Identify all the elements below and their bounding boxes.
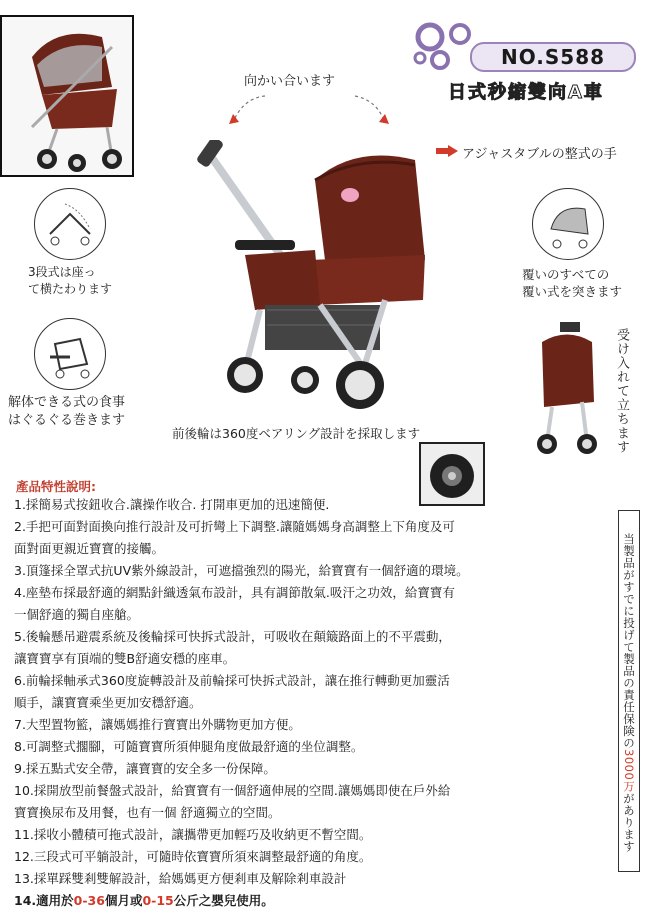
bearing-wheel-caption: 前後輪は360度ベアリング設計を採取します [172, 426, 421, 441]
feature-line: 順手，讓寶寶乘坐更加安穩舒適。 [14, 695, 202, 710]
canopy-icon [533, 189, 603, 259]
feature-line: 2.手把可面對面換向推行設計及可折彎上下調整.讓隨媽媽身高調整上下角度及可 [14, 519, 455, 534]
facing-label: 向かい合います [244, 74, 336, 89]
features-title: 產品特性說明: [16, 479, 96, 494]
recline-circle [34, 188, 106, 260]
stroller-main-image [185, 140, 445, 420]
arrow-right-icon [436, 145, 458, 157]
features-list [14, 494, 604, 912]
canopy-circle [532, 188, 604, 260]
feature-line: 10.採開放型前餐盤式設計，給寶寶有一個舒適伸展的空間.讓媽媽即使在戶外給 [14, 783, 451, 798]
adjustable-handle-label: アジャスタブルの整式の手 [462, 147, 617, 162]
feature-line-age: 14.適用於0-36個月或0-15公斤之嬰兒使用。 [14, 893, 274, 908]
stroller-standing-image [522, 322, 612, 462]
feature-line: 寶寶換尿布及用餐，也有一個 舒適獨立的空間。 [14, 805, 281, 820]
recline-icon [35, 189, 105, 259]
feature-line: 7.大型置物籃，讓媽媽推行寶寶出外購物更加方便。 [14, 717, 301, 732]
feature-line: 讓寶寶享有頂端的雙B舒適安穩的座車。 [14, 651, 236, 666]
stroller-small-image [2, 17, 132, 175]
feature-line: 8.可調整式擱腳，可隨寶寶所須伸腿角度做最舒適的坐位調整。 [14, 739, 364, 754]
canopy-caption: 覆いのすべての 覆い式を突きます [522, 267, 623, 299]
feature-line: 12.三段式可平躺設計，可隨時依寶寶所須來調整最舒適的角度。 [14, 849, 372, 864]
feature-line: 面對面更親近寶寶的接觸。 [14, 541, 165, 556]
feature-line: 3.頂篷採全罩式抗UV紫外線設計，可遮擋強烈的陽光，給寶寶有一個舒適的環境。 [14, 563, 469, 578]
feature-line: 6.前輪採軸承式360度旋轉設計及前輪採可快拆式設計，讓在推行轉動更加靈活 [14, 673, 450, 688]
feature-line: 4.座墊布採最舒適的網點針織透氣布設計，具有調節散氣.吸汗之功效，給寶寶有 [14, 585, 455, 600]
feature-line: 5.後輪懸吊避震系統及後輪採可快拆式設計，可吸收在顛簸路面上的不平震動， [14, 629, 451, 644]
product-title: 日式秒縮雙向A車 [448, 82, 604, 103]
swap-arrows-icon [225, 90, 395, 130]
feature-line: 11.採收小體積可拖式設計，讓攜帶更加輕巧及收納更不暫空間。 [14, 827, 372, 842]
tray-caption: 解体できる式の食事 はぐるぐる巻きます [8, 395, 126, 428]
stroller-thumbnail [0, 15, 134, 177]
feature-line: 13.採單踩雙剎雙解設計，給媽媽更方便剎車及解除剎車設計 [14, 871, 347, 886]
feature-line: 1.採簡易式按鈕收合.讓操作收合. 打開車更加的迅速簡便. [14, 497, 330, 512]
tray-circle [34, 318, 106, 390]
feature-line: 一個舒適的獨自座艙。 [14, 607, 140, 622]
stand-caption: 受け入れて立ちます [614, 328, 629, 454]
recline-caption: 3段式は座っ て横たわります [28, 265, 113, 296]
liability-insurance-note: 当製品がすでに投げて製品の責任保険の3000万があります [618, 510, 640, 872]
model-number: NO.S588 [470, 42, 636, 72]
tray-icon [35, 319, 105, 389]
feature-line: 9.採五點式安全帶，讓寶寶的安全多一份保障。 [14, 761, 276, 776]
